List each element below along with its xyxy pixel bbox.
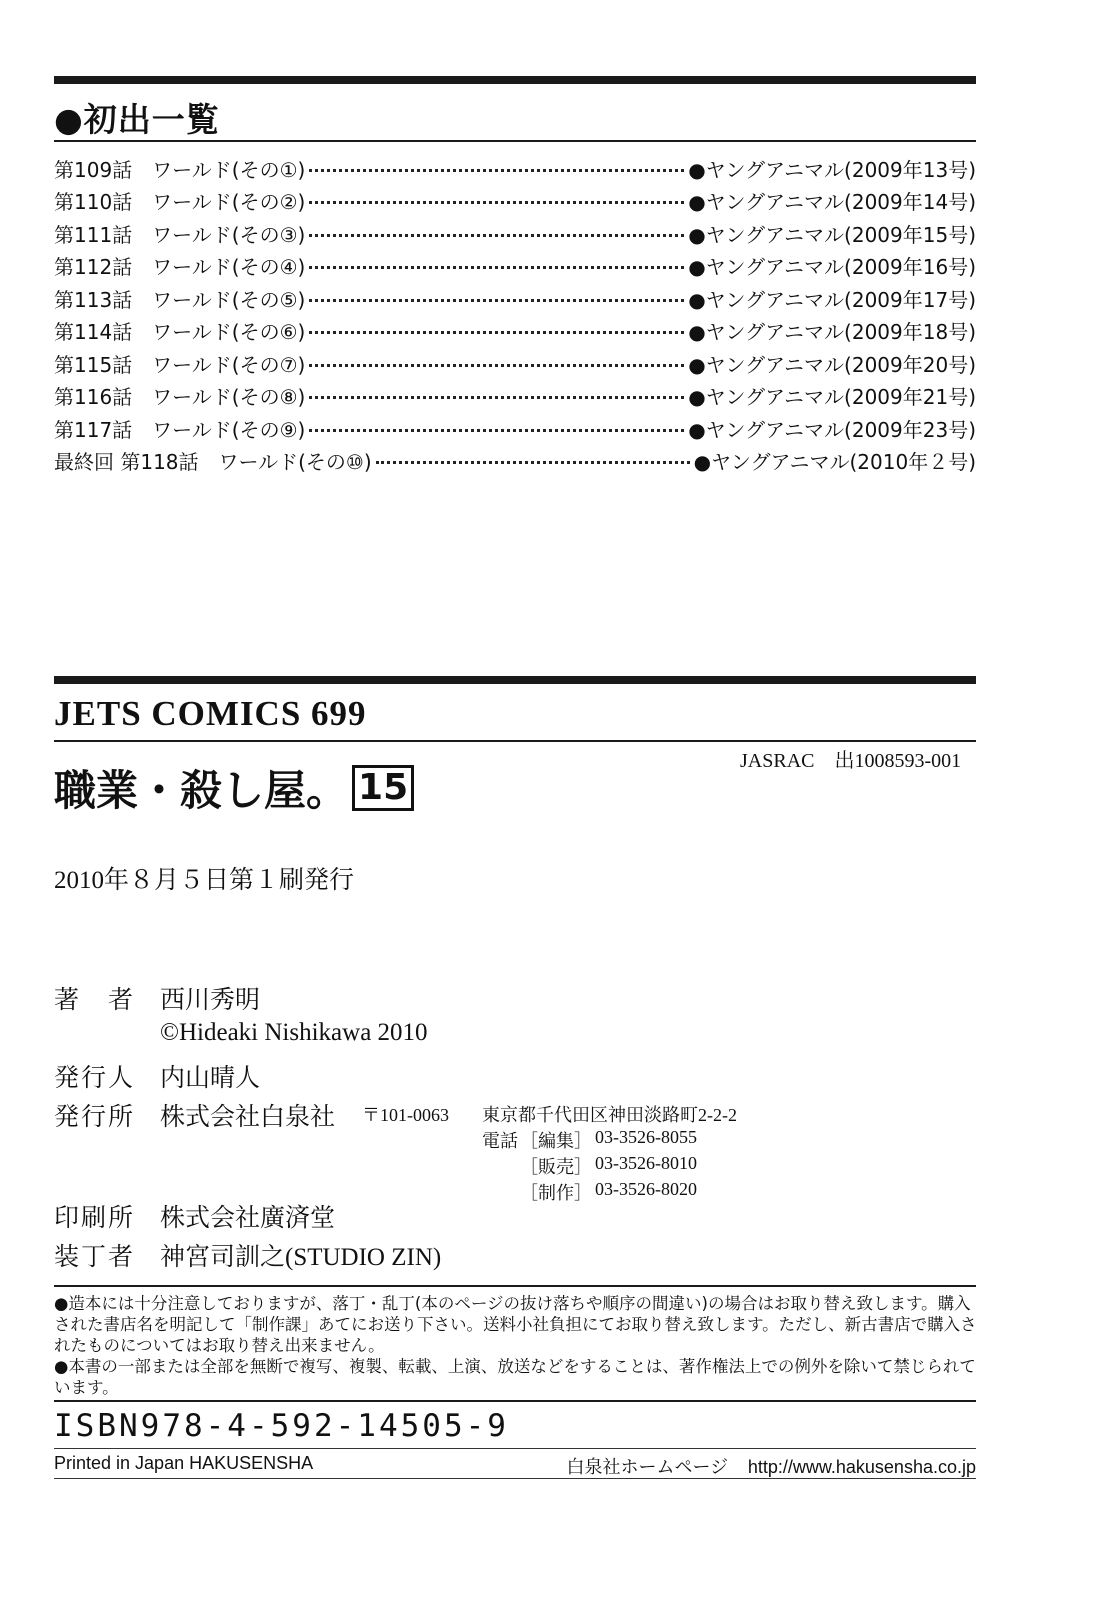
chapter-label: 最終回 第118話 ワールド(その⑩) (54, 450, 372, 475)
phone-dept-editorial: ［編集］ (520, 1131, 592, 1151)
source-label: ●ヤングアニマル(2009年13号) (688, 157, 976, 182)
source-label: ●ヤングアニマル(2009年15号) (688, 222, 976, 247)
chapter-label: 第113話 ワールド(その⑤) (54, 287, 306, 312)
source-label: ●ヤングアニマル(2009年18号) (688, 320, 976, 345)
list-item (54, 152, 976, 185)
series-name: JETS COMICS 699 (54, 694, 367, 733)
postal-code: 〒101-0063 (362, 1105, 449, 1125)
top-thick-rule (54, 76, 976, 84)
chapter-label: 第112話 ワールド(その④) (54, 255, 306, 280)
source-label: ●ヤングアニマル(2010年２号) (693, 450, 976, 475)
notice-defects: ●造本には十分注意しておりますが、落丁・乱丁(本のページの抜け落ちや順序の間違い)の場合はお取り替え致します。購入された書店名を明記して「制作課」あてにお送り下さい。送料小社負担にてお取り替え致します。ただし、新古書店で購入されたものについてはお取り替え出来ません。 (54, 1294, 977, 1355)
book-title (54, 758, 414, 818)
dot-leader (309, 429, 684, 432)
phone-number-production: 03-3526-8020 (595, 1179, 697, 1199)
notice-copyright: ●本書の一部または全部を無断で複写、複製、転載、上演、放送などをすることは、著作権法上での例外を除いて禁じられています。 (54, 1357, 976, 1397)
book-title-text: 職業・殺し屋。 (54, 766, 349, 815)
publisher-person-label: 発行人 (54, 1065, 136, 1092)
publisher-label: 発行所 (54, 1104, 136, 1131)
phone-number-editorial: 03-3526-8055 (595, 1127, 697, 1147)
publisher-person-name: 内山晴人 (160, 1065, 261, 1092)
chapter-label: 第111話 ワールド(その③) (54, 222, 306, 247)
printed-in: Printed in Japan HAKUSENSHA (54, 1453, 314, 1473)
designer-name: 神宮司訓之(STUDIO ZIN) (160, 1244, 442, 1271)
bottom-divider (54, 1478, 976, 1479)
author-label: 著 者 (54, 987, 136, 1014)
phone-label: 電話 (482, 1131, 518, 1151)
first-appearance-list (54, 152, 976, 477)
list-item (54, 185, 976, 218)
source-label: ●ヤングアニマル(2009年16号) (688, 255, 976, 280)
dot-leader (309, 299, 684, 302)
dot-leader (309, 396, 684, 399)
source-label: ●ヤングアニマル(2009年17号) (688, 287, 976, 312)
phone-number-sales: 03-3526-8010 (595, 1153, 697, 1173)
source-label: ●ヤングアニマル(2009年14号) (688, 190, 976, 215)
series-divider (54, 740, 976, 742)
printer-label: 印刷所 (54, 1205, 136, 1232)
colophon-thick-rule (54, 676, 976, 684)
dot-leader (309, 331, 684, 334)
author-name: 西川秀明 (160, 987, 261, 1014)
list-item (54, 380, 976, 413)
dot-leader (309, 234, 684, 237)
designer-label: 装丁者 (54, 1244, 136, 1271)
printer-name: 株式会社廣済堂 (160, 1205, 336, 1232)
list-item (54, 445, 976, 478)
publisher-name: 株式会社白泉社 (160, 1104, 336, 1131)
isbn: ISBN978-4-592-14505-9 (54, 1408, 509, 1444)
homepage-url[interactable]: http://www.hakusensha.co.jp (747, 1457, 976, 1477)
chapter-label: 第116話 ワールド(その⑧) (54, 385, 306, 410)
dot-leader (309, 201, 684, 204)
phone-dept-sales: ［販売］ (520, 1157, 592, 1177)
publication-date: 2010年８月５日第１刷発行 (54, 867, 355, 894)
isbn-divider (54, 1448, 976, 1449)
source-label: ●ヤングアニマル(2009年20号) (688, 352, 976, 377)
homepage (566, 1453, 976, 1479)
notice-divider (54, 1285, 976, 1287)
homepage-label: 白泉社ホームページ (566, 1457, 729, 1478)
notice-bottom-divider (54, 1400, 976, 1402)
list-item (54, 217, 976, 250)
notice-text (54, 1293, 978, 1398)
volume-number: 15 (352, 765, 414, 811)
source-label: ●ヤングアニマル(2009年23号) (688, 417, 976, 442)
publisher-address: 東京都千代田区神田淡路町2-2-2 (482, 1105, 737, 1125)
list-item (54, 315, 976, 348)
chapter-label: 第114話 ワールド(その⑥) (54, 320, 306, 345)
source-label: ●ヤングアニマル(2009年21号) (688, 385, 976, 410)
list-item (54, 250, 976, 283)
first-appearance-divider (54, 140, 976, 142)
copyright-line: ©Hideaki Nishikawa 2010 (160, 1019, 428, 1046)
dot-leader (309, 266, 684, 269)
chapter-label: 第109話 ワールド(その①) (54, 157, 306, 182)
list-item (54, 282, 976, 315)
dot-leader (376, 461, 690, 464)
jasrac-number: JASRAC 出1008593-001 (740, 750, 962, 772)
list-item (54, 347, 976, 380)
chapter-label: 第115話 ワールド(その⑦) (54, 352, 306, 377)
phone-dept-production: ［制作］ (520, 1183, 592, 1203)
dot-leader (309, 169, 684, 172)
first-appearance-title: ●初出一覧 (54, 100, 220, 139)
chapter-label: 第110話 ワールド(その②) (54, 190, 306, 215)
chapter-label: 第117話 ワールド(その⑨) (54, 417, 306, 442)
dot-leader (309, 364, 684, 367)
list-item (54, 412, 976, 445)
